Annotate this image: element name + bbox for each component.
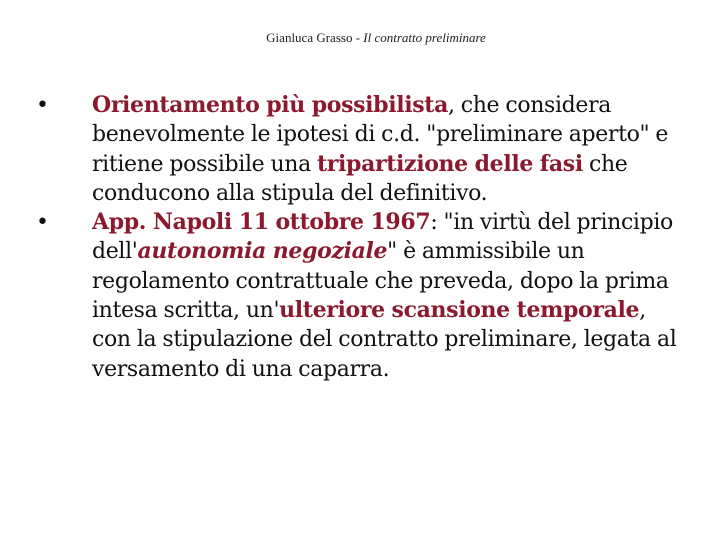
header-title: Il contratto preliminare bbox=[363, 30, 486, 45]
bullet-item-app-napoli bbox=[36, 208, 680, 384]
bullet-lead: Orientamento più possibilista bbox=[92, 92, 448, 118]
bullet-text: : "in virtù del principio dell' bbox=[92, 210, 673, 265]
bullet-text: " è ammissibile un regolamento contrattuale che preveda, dopo la prima intesa scritta, un' bbox=[92, 239, 669, 324]
bullet-emphasis: autonomia negoziale bbox=[137, 238, 388, 265]
bullet-text: che conducono alla stipula del definitivo. bbox=[92, 151, 628, 206]
bullet-lead: App. Napoli 11 ottobre 1967 bbox=[92, 209, 431, 236]
header-author: Gianluca Grasso - bbox=[266, 30, 364, 45]
slide-header bbox=[0, 30, 720, 46]
bullet-marker: • bbox=[36, 93, 49, 118]
bullet-emphasis: ulteriore scansione temporale bbox=[279, 297, 640, 324]
bullet-text: , che considera benevolmente le ipotesi di c.d. "preliminare aperto" e ritiene possibile una bbox=[92, 93, 669, 177]
bullet-emphasis: tripartizione delle fasi bbox=[317, 150, 583, 177]
bullet-marker: • bbox=[36, 210, 49, 236]
bullet-text: , con la stipulazione del contratto preliminare, legata al versamento di una caparra. bbox=[92, 298, 677, 382]
bullet-item-orientamento bbox=[36, 91, 680, 208]
bullet-list bbox=[36, 91, 680, 384]
